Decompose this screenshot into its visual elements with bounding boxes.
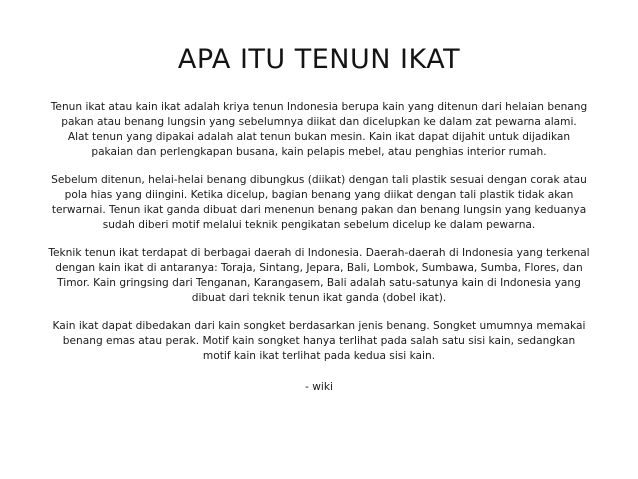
- paragraph-line: pakaian dan perlengkapan busana, kain pelapis mebel, atau penghias interior rumah.: [91, 146, 547, 158]
- paragraph-process: [28, 173, 610, 233]
- paragraph-line: Alat tenun yang dipakai adalah alat tenun bukan mesin. Kain ikat dapat dijahit untuk dijadikan: [67, 131, 571, 143]
- paragraph-line: pola hias yang diingini. Ketika dicelup, bagian benang yang diikat dengan tali plastik tidak akan: [64, 189, 574, 201]
- paragraph-line: Sebelum ditenun, helai-helai benang dibungkus (diikat) dengan tali plastik sesuai dengan corak atau: [51, 174, 587, 186]
- paragraph-line: benang emas atau perak. Motif kain songket hanya terlihat pada salah satu sisi kain, sedangkan: [62, 335, 576, 347]
- paragraph-regions: [28, 246, 610, 306]
- paragraph-line: terwarnai. Tenun ikat ganda dibuat dari menenun benang pakan dan benang lungsin yang keduanya: [51, 204, 587, 216]
- paragraph-line: Teknik tenun ikat terdapat di berbagai daerah di Indonesia. Daerah-daerah di Indonesia yang terkenal: [48, 247, 590, 259]
- paragraph-line: sudah diberi motif melalui teknik pengikatan sebelum dicelup ke dalam pewarna.: [102, 219, 536, 231]
- paragraph-line: Timor. Kain gringsing dari Tenganan, Karangasem, Bali adalah satu-satunya kain di Indonesia yang: [57, 277, 581, 289]
- slide-title: APA ITU TENUN IKAT: [177, 44, 461, 75]
- paragraph-line: Tenun ikat atau kain ikat adalah kriya tenun Indonesia berupa kain yang ditenun dari helaian benang: [50, 101, 588, 113]
- paragraph-definition: [28, 100, 610, 160]
- slide-body: [28, 100, 610, 377]
- paragraph-line: dibuat dari teknik tenun ikat ganda (dobel ikat).: [191, 292, 447, 304]
- paragraph-line: dengan kain ikat di antaranya: Toraja, Sintang, Jepara, Bali, Lombok, Sumbawa, Sumba, Flores, dan: [55, 262, 583, 274]
- source-credit: - wiki: [305, 381, 333, 393]
- paragraph-line: motif kain ikat terlihat pada kedua sisi kain.: [202, 350, 436, 362]
- paragraph-line: Kain ikat dapat dibedakan dari kain songket berdasarkan jenis benang. Songket umumnya memakai: [52, 320, 586, 332]
- paragraph-songket: [28, 319, 610, 364]
- paragraph-line: pakan atau benang lungsin yang sebelumnya diikat dan dicelupkan ke dalam zat pewarna alami.: [61, 116, 577, 128]
